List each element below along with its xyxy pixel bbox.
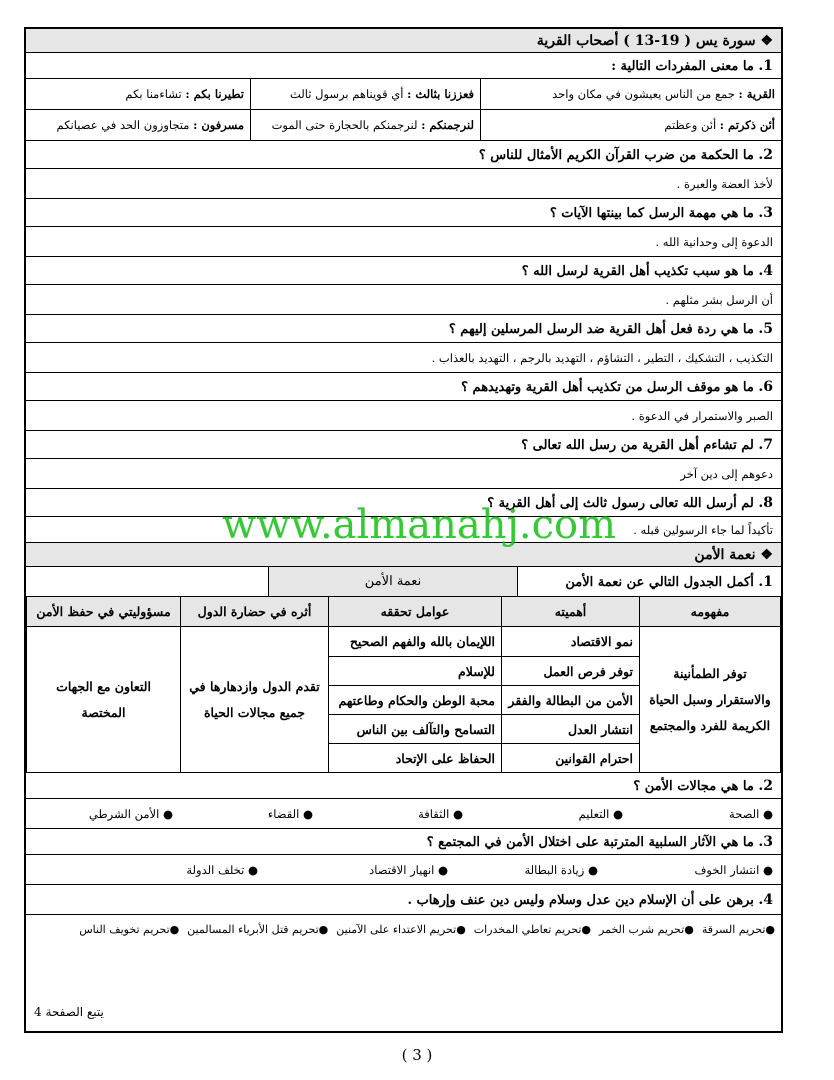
factor-item: اللإيمان بالله والفهم الصحيح — [329, 627, 502, 657]
factor-item: للإسلام — [329, 657, 502, 686]
vocab-cell: أئن ذكرتم : أئن وعظتم — [664, 118, 775, 132]
proof-list — [26, 915, 781, 945]
question-text: ما معنى المفردات التالية : — [611, 59, 754, 74]
list-item: ● التعليم — [578, 807, 623, 821]
concept-cell: توفر الطمأنينة والاستقرار وسبل الحياة الكريمة للفرد والمجتمع — [640, 627, 781, 773]
question-2: 2. ما الحكمة من ضرب القرآن الكريم الأمثال للناس ؟ — [26, 141, 781, 169]
list-item: ●تحريم السرقة — [701, 923, 775, 936]
list-item: ●تحريم تخويف الناس — [79, 923, 180, 936]
question-proof: 4. برهن على أن الإسلام دين عدل وسلام وليس دين عنف وإرهاب . — [26, 885, 781, 915]
answer-2: لأخذ العضة والعبرة . — [26, 169, 781, 199]
list-item: ● الصحة — [729, 807, 773, 821]
list-item: ●تحريم الاعتداء على الآمنين — [336, 923, 466, 936]
list-item: ● انتشار الخوف — [694, 863, 773, 877]
section-title-surah: ❖ سورة يس ( 19-13 ) أصحاب القرية — [26, 29, 781, 53]
answer-6: الصبر والاستمرار في الدعوة . — [26, 401, 781, 431]
vocab-row-2 — [26, 110, 781, 141]
answer-5: التكذيب ، التشكيك ، التطير ، التشاؤم ، التهديد بالرجم ، التهديد بالعذاب . — [26, 343, 781, 373]
question-1 — [26, 53, 781, 79]
importance-item: انتشار العدل — [502, 715, 640, 744]
header-responsibility: مسؤوليتي في حفظ الأمن — [27, 597, 181, 627]
factor-item: التسامح والتآلف بين الناس — [329, 715, 502, 744]
answer-3: الدعوة إلى وحدانية الله . — [26, 227, 781, 257]
importance-item: نمو الاقتصاد — [502, 627, 640, 657]
security-table — [26, 596, 781, 773]
responsibility-cell: التعاون مع الجهات المختصة — [27, 627, 181, 773]
answer-8: تأكيداً لما جاء الرسولين قبله . — [26, 517, 781, 543]
question-3: 3. ما هي مهمة الرسل كما بينتها الآيات ؟ — [26, 199, 781, 227]
page-number: ( 3 ) — [401, 1046, 433, 1064]
vocab-cell: فعززنا بثالث : أي قويناهم برسول ثالث — [251, 79, 481, 109]
importance-item: الأمن من البطالة والفقر — [502, 686, 640, 715]
answer-4: أن الرسل بشر مثلهم . — [26, 285, 781, 315]
answer-7: دعوهم إلى دين آخر — [26, 459, 781, 489]
continue-note: يتبع الصفحة 4 — [34, 1005, 104, 1019]
importance-item: احترام القوانين — [502, 744, 640, 773]
question-4: 4. ما هو سبب تكذيب أهل القرية لرسل الله ؟ — [26, 257, 781, 285]
watermark-text: www.almanahj.com — [222, 502, 617, 548]
list-item: ● الثقافة — [418, 807, 463, 821]
list-item: ● انهيار الاقتصاد — [369, 863, 448, 877]
table-question: 1. أكمل الجدول التالي عن نعمة الأمن — [565, 574, 773, 590]
vocab-cell: لنرجمنكم : لنرجمنكم بالحجارة حتى الموت — [251, 110, 481, 140]
list-item: ●تحريم شرب الخمر — [599, 923, 694, 936]
vocab-row-1 — [26, 79, 781, 110]
factor-item: الحفاظ على الإتحاد — [329, 744, 502, 773]
question-6: 6. ما هو موقف الرسل من تكذيب أهل القرية وتهديدهم ؟ — [26, 373, 781, 401]
list-item: ● القضاء — [267, 807, 313, 821]
importance-item: توفر فرص العمل — [502, 657, 640, 686]
list-item: ● تخلف الدولة — [186, 863, 258, 877]
header-importance: أهميته — [502, 597, 640, 627]
vocab-cell: القرية : جمع من الناس يعيشون في مكان واحد — [552, 87, 775, 101]
table-question-row — [26, 567, 781, 597]
effects-list — [26, 855, 781, 885]
question-areas: 2. ما هي مجالات الأمن ؟ — [26, 773, 781, 799]
areas-list — [26, 799, 781, 829]
effect-cell: تقدم الدول وازدهارها في جميع مجالات الحياة — [181, 627, 329, 773]
header-effect: أثره في حضارة الدول — [181, 597, 329, 627]
vocab-cell: مسرفون : متجاوزون الحد في عصيانكم — [26, 110, 251, 140]
question-8: 8. لم أرسل الله تعالى رسول ثالث إلى أهل القرية ؟ — [26, 489, 781, 517]
list-item: ●تحريم تعاطي المخدرات — [473, 923, 592, 936]
question-7: 7. لم تشاءم أهل القرية من رسل الله تعالى ؟ — [26, 431, 781, 459]
table-title: نعمة الأمن — [268, 567, 518, 596]
question-5: 5. ما هي ردة فعل أهل القرية ضد الرسل المرسلين إليهم ؟ — [26, 315, 781, 343]
question-number: 1. — [758, 58, 773, 74]
header-concept: مفهومه — [640, 597, 781, 627]
question-effects: 3. ما هي الآثار السلبية المترتبة على اختلال الأمن في المجتمع ؟ — [26, 829, 781, 855]
header-factors: عوامل تحققه — [329, 597, 502, 627]
list-item: ●تحريم قتل الأبرياء المسالمين — [187, 923, 329, 936]
factor-item: محبة الوطن والحكام وطاعتهم — [329, 686, 502, 715]
qa-list — [26, 141, 781, 543]
list-item: ● زيادة البطالة — [524, 863, 598, 877]
vocab-cell: تطيرنا بكم : تشاءمنا بكم — [26, 79, 251, 109]
section-title-security: ❖ نعمة الأمن — [26, 543, 781, 567]
list-item: ● الأمن الشرطي — [88, 807, 173, 821]
table-header-row — [27, 597, 781, 627]
